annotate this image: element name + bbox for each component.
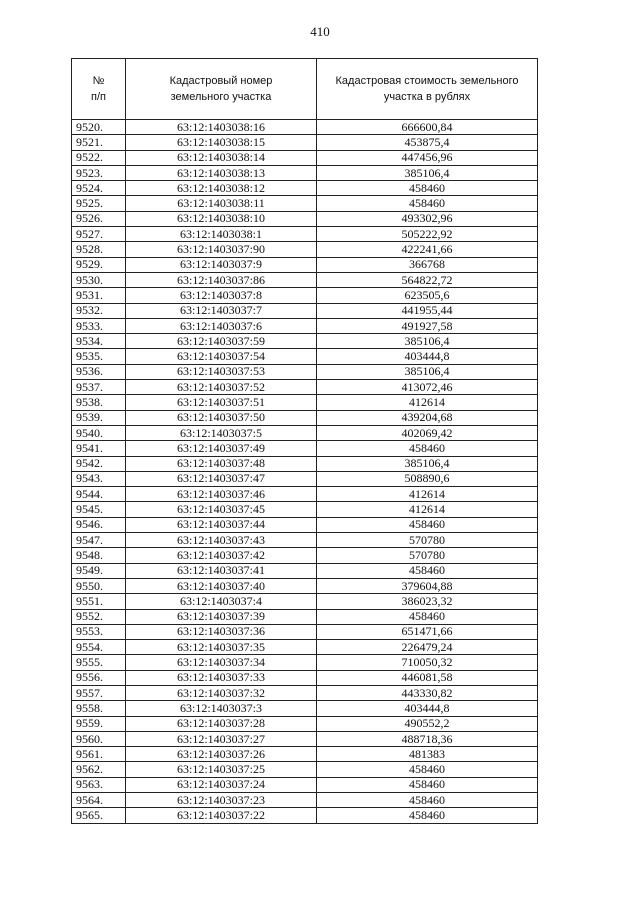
- cadastral-value-cell: 439204,68: [317, 410, 538, 425]
- cadastral-value-cell: 710050,32: [317, 655, 538, 670]
- table-row: [72, 640, 538, 655]
- row-number-cell: 9560.: [72, 731, 126, 746]
- table-row: [72, 747, 538, 762]
- cadastral-number-cell: 63:12:1403037:40: [126, 578, 317, 593]
- row-number-cell: 9546.: [72, 517, 126, 532]
- table-row: [72, 303, 538, 318]
- header-cadastral-number: Кадастровый номер земельного участка: [126, 59, 317, 120]
- cadastral-number-cell: 63:12:1403037:86: [126, 272, 317, 287]
- row-number-cell: 9539.: [72, 410, 126, 425]
- table-header-row: [72, 59, 538, 120]
- cadastral-number-cell: 63:12:1403037:52: [126, 380, 317, 395]
- row-number-cell: 9540.: [72, 425, 126, 440]
- cadastral-number-cell: 63:12:1403037:6: [126, 318, 317, 333]
- cadastral-number-cell: 63:12:1403037:23: [126, 793, 317, 808]
- row-number-cell: 9523.: [72, 165, 126, 180]
- cadastral-number-cell: 63:12:1403037:49: [126, 441, 317, 456]
- row-number-cell: 9544.: [72, 487, 126, 502]
- cadastral-number-cell: 63:12:1403037:34: [126, 655, 317, 670]
- cadastral-value-cell: 458460: [317, 517, 538, 532]
- cadastral-number-cell: 63:12:1403038:10: [126, 211, 317, 226]
- table-row: [72, 487, 538, 502]
- table-body: [72, 120, 538, 824]
- cadastral-value-cell: 491927,58: [317, 318, 538, 333]
- cadastral-value-cell: 458460: [317, 441, 538, 456]
- cadastral-value-cell: 481383: [317, 747, 538, 762]
- cadastral-number-cell: 63:12:1403037:7: [126, 303, 317, 318]
- cadastral-value-cell: 570780: [317, 533, 538, 548]
- table-row: [72, 594, 538, 609]
- row-number-cell: 9521.: [72, 135, 126, 150]
- row-number-cell: 9543.: [72, 471, 126, 486]
- table-row: [72, 120, 538, 135]
- table-row: [72, 380, 538, 395]
- cadastral-value-cell: 447456,96: [317, 150, 538, 165]
- row-number-cell: 9561.: [72, 747, 126, 762]
- table-row: [72, 578, 538, 593]
- cadastral-value-cell: 458460: [317, 777, 538, 792]
- row-number-cell: 9522.: [72, 150, 126, 165]
- cadastral-value-cell: 490552,2: [317, 716, 538, 731]
- cadastral-value-cell: 564822,72: [317, 272, 538, 287]
- cadastral-value-cell: 412614: [317, 502, 538, 517]
- row-number-cell: 9524.: [72, 181, 126, 196]
- row-number-cell: 9542.: [72, 456, 126, 471]
- cadastral-value-cell: 226479,24: [317, 640, 538, 655]
- cadastral-number-cell: 63:12:1403037:3: [126, 701, 317, 716]
- cadastral-number-cell: 63:12:1403037:26: [126, 747, 317, 762]
- header-row-number: № п/п: [72, 59, 126, 120]
- cadastral-number-cell: 63:12:1403037:9: [126, 257, 317, 272]
- cadastral-value-cell: 458460: [317, 609, 538, 624]
- row-number-cell: 9526.: [72, 211, 126, 226]
- cadastral-value-cell: 488718,36: [317, 731, 538, 746]
- row-number-cell: 9545.: [72, 502, 126, 517]
- row-number-cell: 9538.: [72, 395, 126, 410]
- row-number-cell: 9556.: [72, 670, 126, 685]
- cadastral-value-cell: 403444,8: [317, 701, 538, 716]
- cadastral-value-cell: 453875,4: [317, 135, 538, 150]
- table-row: [72, 196, 538, 211]
- row-number-cell: 9563.: [72, 777, 126, 792]
- table-row: [72, 288, 538, 303]
- cadastral-value-cell: 458460: [317, 563, 538, 578]
- row-number-cell: 9541.: [72, 441, 126, 456]
- cadastral-value-cell: 402069,42: [317, 425, 538, 440]
- table-row: [72, 242, 538, 257]
- row-number-cell: 9549.: [72, 563, 126, 578]
- row-number-cell: 9520.: [72, 120, 126, 135]
- cadastral-value-cell: 385106,4: [317, 334, 538, 349]
- table-row: [72, 793, 538, 808]
- table-row: [72, 670, 538, 685]
- table-row: [72, 227, 538, 242]
- table-row: [72, 685, 538, 700]
- cadastral-value-cell: 385106,4: [317, 364, 538, 379]
- cadastral-number-cell: 63:12:1403037:42: [126, 548, 317, 563]
- row-number-cell: 9533.: [72, 318, 126, 333]
- table-row: [72, 762, 538, 777]
- cadastral-value-cell: 441955,44: [317, 303, 538, 318]
- row-number-cell: 9529.: [72, 257, 126, 272]
- cadastral-number-cell: 63:12:1403037:50: [126, 410, 317, 425]
- row-number-cell: 9559.: [72, 716, 126, 731]
- table-row: [72, 456, 538, 471]
- table-row: [72, 731, 538, 746]
- row-number-cell: 9525.: [72, 196, 126, 211]
- cadastral-value-cell: 412614: [317, 395, 538, 410]
- row-number-cell: 9535.: [72, 349, 126, 364]
- row-number-cell: 9528.: [72, 242, 126, 257]
- row-number-cell: 9551.: [72, 594, 126, 609]
- table-row: [72, 624, 538, 639]
- cadastral-number-cell: 63:12:1403038:12: [126, 181, 317, 196]
- table-row: [72, 609, 538, 624]
- row-number-cell: 9557.: [72, 685, 126, 700]
- cadastral-number-cell: 63:12:1403037:36: [126, 624, 317, 639]
- cadastral-number-cell: 63:12:1403037:28: [126, 716, 317, 731]
- table-row: [72, 548, 538, 563]
- cadastral-number-cell: 63:12:1403038:13: [126, 165, 317, 180]
- cadastral-number-cell: 63:12:1403038:11: [126, 196, 317, 211]
- cadastral-number-cell: 63:12:1403037:24: [126, 777, 317, 792]
- cadastral-number-cell: 63:12:1403037:53: [126, 364, 317, 379]
- cadastral-value-cell: 458460: [317, 181, 538, 196]
- cadastral-value-cell: 366768: [317, 257, 538, 272]
- cadastral-number-cell: 63:12:1403037:27: [126, 731, 317, 746]
- cadastral-value-cell: 413072,46: [317, 380, 538, 395]
- row-number-cell: 9547.: [72, 533, 126, 548]
- row-number-cell: 9531.: [72, 288, 126, 303]
- cadastral-value-cell: 385106,4: [317, 165, 538, 180]
- cadastral-number-cell: 63:12:1403038:1: [126, 227, 317, 242]
- table-row: [72, 181, 538, 196]
- table-row: [72, 135, 538, 150]
- table-row: [72, 257, 538, 272]
- cadastral-value-cell: 458460: [317, 196, 538, 211]
- cadastral-value-cell: 493302,96: [317, 211, 538, 226]
- cadastral-number-cell: 63:12:1403038:16: [126, 120, 317, 135]
- table-row: [72, 808, 538, 823]
- cadastral-number-cell: 63:12:1403037:44: [126, 517, 317, 532]
- row-number-cell: 9558.: [72, 701, 126, 716]
- table-row: [72, 272, 538, 287]
- cadastral-value-cell: 422241,66: [317, 242, 538, 257]
- table-row: [72, 777, 538, 792]
- cadastral-number-cell: 63:12:1403038:15: [126, 135, 317, 150]
- page-number: 410: [310, 24, 330, 39]
- table-row: [72, 517, 538, 532]
- row-number-cell: 9536.: [72, 364, 126, 379]
- cadastral-value-cell: 651471,66: [317, 624, 538, 639]
- row-number-cell: 9565.: [72, 808, 126, 823]
- cadastral-value-cell: 379604,88: [317, 578, 538, 593]
- row-number-cell: 9532.: [72, 303, 126, 318]
- cadastral-value-cell: 666600,84: [317, 120, 538, 135]
- cadastral-number-cell: 63:12:1403037:41: [126, 563, 317, 578]
- cadastral-number-cell: 63:12:1403037:8: [126, 288, 317, 303]
- cadastral-value-cell: 508890,6: [317, 471, 538, 486]
- cadastral-value-cell: 403444,8: [317, 349, 538, 364]
- cadastral-value-cell: 443330,82: [317, 685, 538, 700]
- cadastral-value-cell: 458460: [317, 762, 538, 777]
- table-row: [72, 533, 538, 548]
- cadastral-number-cell: 63:12:1403037:45: [126, 502, 317, 517]
- cadastral-value-cell: 570780: [317, 548, 538, 563]
- cadastral-value-cell: 458460: [317, 808, 538, 823]
- cadastral-number-cell: 63:12:1403037:54: [126, 349, 317, 364]
- header-cadastral-value: Кадастровая стоимость земельного участка в рублях: [317, 59, 538, 120]
- table-row: [72, 471, 538, 486]
- cadastral-number-cell: 63:12:1403037:90: [126, 242, 317, 257]
- cadastral-value-cell: 412614: [317, 487, 538, 502]
- row-number-cell: 9555.: [72, 655, 126, 670]
- cadastral-number-cell: 63:12:1403037:25: [126, 762, 317, 777]
- table-row: [72, 349, 538, 364]
- row-number-cell: 9550.: [72, 578, 126, 593]
- table-row: [72, 701, 538, 716]
- table-row: [72, 395, 538, 410]
- row-number-cell: 9534.: [72, 334, 126, 349]
- cadastral-value-cell: 385106,4: [317, 456, 538, 471]
- cadastral-number-cell: 63:12:1403037:35: [126, 640, 317, 655]
- cadastral-number-cell: 63:12:1403037:46: [126, 487, 317, 502]
- cadastral-value-cell: 446081,58: [317, 670, 538, 685]
- cadastral-number-cell: 63:12:1403038:14: [126, 150, 317, 165]
- table-row: [72, 334, 538, 349]
- table-row: [72, 211, 538, 226]
- table-row: [72, 318, 538, 333]
- cadastral-value-cell: 458460: [317, 793, 538, 808]
- row-number-cell: 9527.: [72, 227, 126, 242]
- row-number-cell: 9564.: [72, 793, 126, 808]
- cadastral-number-cell: 63:12:1403037:22: [126, 808, 317, 823]
- cadastral-value-cell: 386023,32: [317, 594, 538, 609]
- row-number-cell: 9530.: [72, 272, 126, 287]
- cadastral-number-cell: 63:12:1403037:47: [126, 471, 317, 486]
- cadastral-number-cell: 63:12:1403037:5: [126, 425, 317, 440]
- cadastral-value-table: [71, 58, 538, 824]
- cadastral-value-cell: 623505,6: [317, 288, 538, 303]
- cadastral-number-cell: 63:12:1403037:4: [126, 594, 317, 609]
- cadastral-value-cell: 505222,92: [317, 227, 538, 242]
- cadastral-number-cell: 63:12:1403037:51: [126, 395, 317, 410]
- table-row: [72, 563, 538, 578]
- cadastral-number-cell: 63:12:1403037:48: [126, 456, 317, 471]
- row-number-cell: 9537.: [72, 380, 126, 395]
- cadastral-number-cell: 63:12:1403037:39: [126, 609, 317, 624]
- table-row: [72, 165, 538, 180]
- table-row: [72, 425, 538, 440]
- table-row: [72, 655, 538, 670]
- row-number-cell: 9562.: [72, 762, 126, 777]
- table-row: [72, 150, 538, 165]
- row-number-cell: 9553.: [72, 624, 126, 639]
- row-number-cell: 9554.: [72, 640, 126, 655]
- table-row: [72, 410, 538, 425]
- cadastral-number-cell: 63:12:1403037:33: [126, 670, 317, 685]
- table-row: [72, 502, 538, 517]
- row-number-cell: 9552.: [72, 609, 126, 624]
- table-row: [72, 364, 538, 379]
- table-row: [72, 716, 538, 731]
- row-number-cell: 9548.: [72, 548, 126, 563]
- cadastral-number-cell: 63:12:1403037:59: [126, 334, 317, 349]
- table-row: [72, 441, 538, 456]
- cadastral-number-cell: 63:12:1403037:43: [126, 533, 317, 548]
- cadastral-number-cell: 63:12:1403037:32: [126, 685, 317, 700]
